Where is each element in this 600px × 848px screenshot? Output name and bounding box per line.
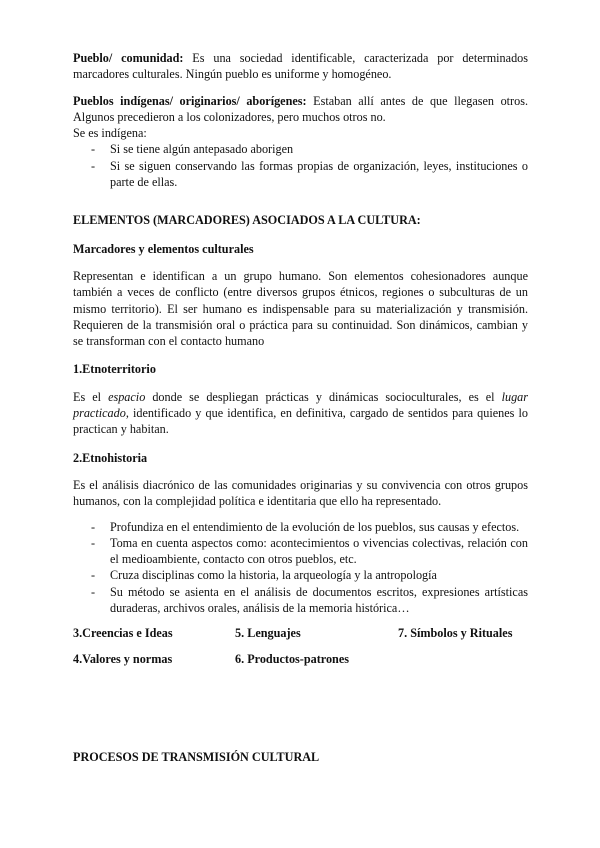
list-item-text: Cruza disciplinas como la historia, la arqueología y la antropología (110, 568, 437, 583)
list-item (73, 158, 528, 191)
list-item (73, 519, 528, 535)
etnoterritorio-heading: 1.Etnoterritorio (73, 362, 156, 377)
marcadores-heading: Marcadores y elementos culturales (73, 241, 254, 256)
marcadores-text: Representan e identifican a un grupo humano. Son elementos cohesionadores aunque también a veces de conflicto (entre diversos grupos étnicos, regiones o subculturas de un mismo territorio). El ser humano es indispensable para su materialización y transmisión. Requieren de la transmisión oral o práctica para su continuidad. Son dinámicos, cambian y se transforman con el contacto humano (73, 268, 528, 349)
pueblo-term: Pueblo/ comunidad: (73, 51, 184, 65)
categories-row-1 (73, 625, 528, 641)
dash-bullet: - (91, 568, 96, 583)
bottom-section-title: PROCESOS DE TRANSMISIÓN CULTURAL (73, 750, 320, 765)
lugar-practicado-emphasis: lugar practicado (73, 389, 529, 421)
indigenas-definition (73, 93, 528, 126)
dash-bullet: - (91, 519, 96, 534)
dash-bullet: - (91, 535, 96, 550)
dash-bullet: - (91, 584, 96, 599)
pueblo-text: Es una sociedad identificable, caracterizada por determinados marcadores culturales. Ningún pueblo es uniforme y homogéneo. (73, 51, 528, 82)
category-simbolos: 7. Símbolos y Rituales (398, 626, 513, 641)
se-es-indigena-label: Se es indígena: (73, 126, 147, 141)
indigenas-term: Pueblos indígenas/ originarios/ aborígenes: (73, 93, 307, 108)
category-creencias: 3.Creencias e Ideas (73, 626, 173, 641)
list-item (73, 584, 528, 617)
list-item-text: Si se siguen conservando las formas propias de organización, leyes, instituciones o parte de ellas. (110, 158, 528, 190)
text-run: , identificado y que identifica, en definitiva, cargado de sentidos para quienes lo practican y habitan. (73, 406, 528, 437)
pueblo-definition (73, 50, 528, 83)
espacio-emphasis: espacio (108, 389, 146, 404)
text-run: Es el (73, 389, 109, 404)
categories-row-2 (73, 651, 528, 667)
document-page (73, 50, 528, 766)
list-item-text: Su método se asienta en el análisis de documentos escritos, expresiones artísticas duraderas, archivos orales, análisis de la memoria histórica… (110, 584, 528, 616)
list-item-text: Toma en cuenta aspectos como: acontecimientos o vivencias colectivas, relación con el medioambiente, contacto con otros pueblos, etc. (110, 535, 528, 567)
dash-bullet: - (91, 158, 96, 173)
etnohistoria-list (73, 519, 528, 617)
etnoterritorio-text (73, 389, 528, 438)
section-title: ELEMENTOS (MARCADORES) ASOCIADOS A LA CULTURA: (73, 213, 421, 228)
dash-bullet: - (91, 142, 96, 157)
indigenas-text: Estaban allí antes de que llegasen otros. Algunos precedieron a los colonizadores, pero muchos otros no. (73, 93, 528, 124)
category-lenguajes: 5. Lenguajes (235, 626, 301, 641)
etnohistoria-text: Es el análisis diacrónico de las comunidades originarias y su convivencia con otros grupos humanos, con la complejidad política e identitaria que ello ha representado. (73, 477, 528, 509)
list-item-text: Profundiza en el entendimiento de la evolución de los pueblos, sus causas y efectos. (110, 519, 520, 534)
text-run: donde se despliegan prácticas y dinámicas socioculturales, es el (145, 389, 502, 404)
category-productos: 6. Productos-patrones (235, 652, 349, 667)
list-item (73, 535, 528, 568)
category-valores: 4.Valores y normas (73, 652, 173, 667)
etnohistoria-heading: 2.Etnohistoria (73, 450, 148, 465)
list-item (73, 567, 528, 583)
list-item-text: Si se tiene algún antepasado aborigen (110, 142, 294, 157)
criteria-list (73, 141, 528, 190)
list-item (73, 141, 528, 157)
